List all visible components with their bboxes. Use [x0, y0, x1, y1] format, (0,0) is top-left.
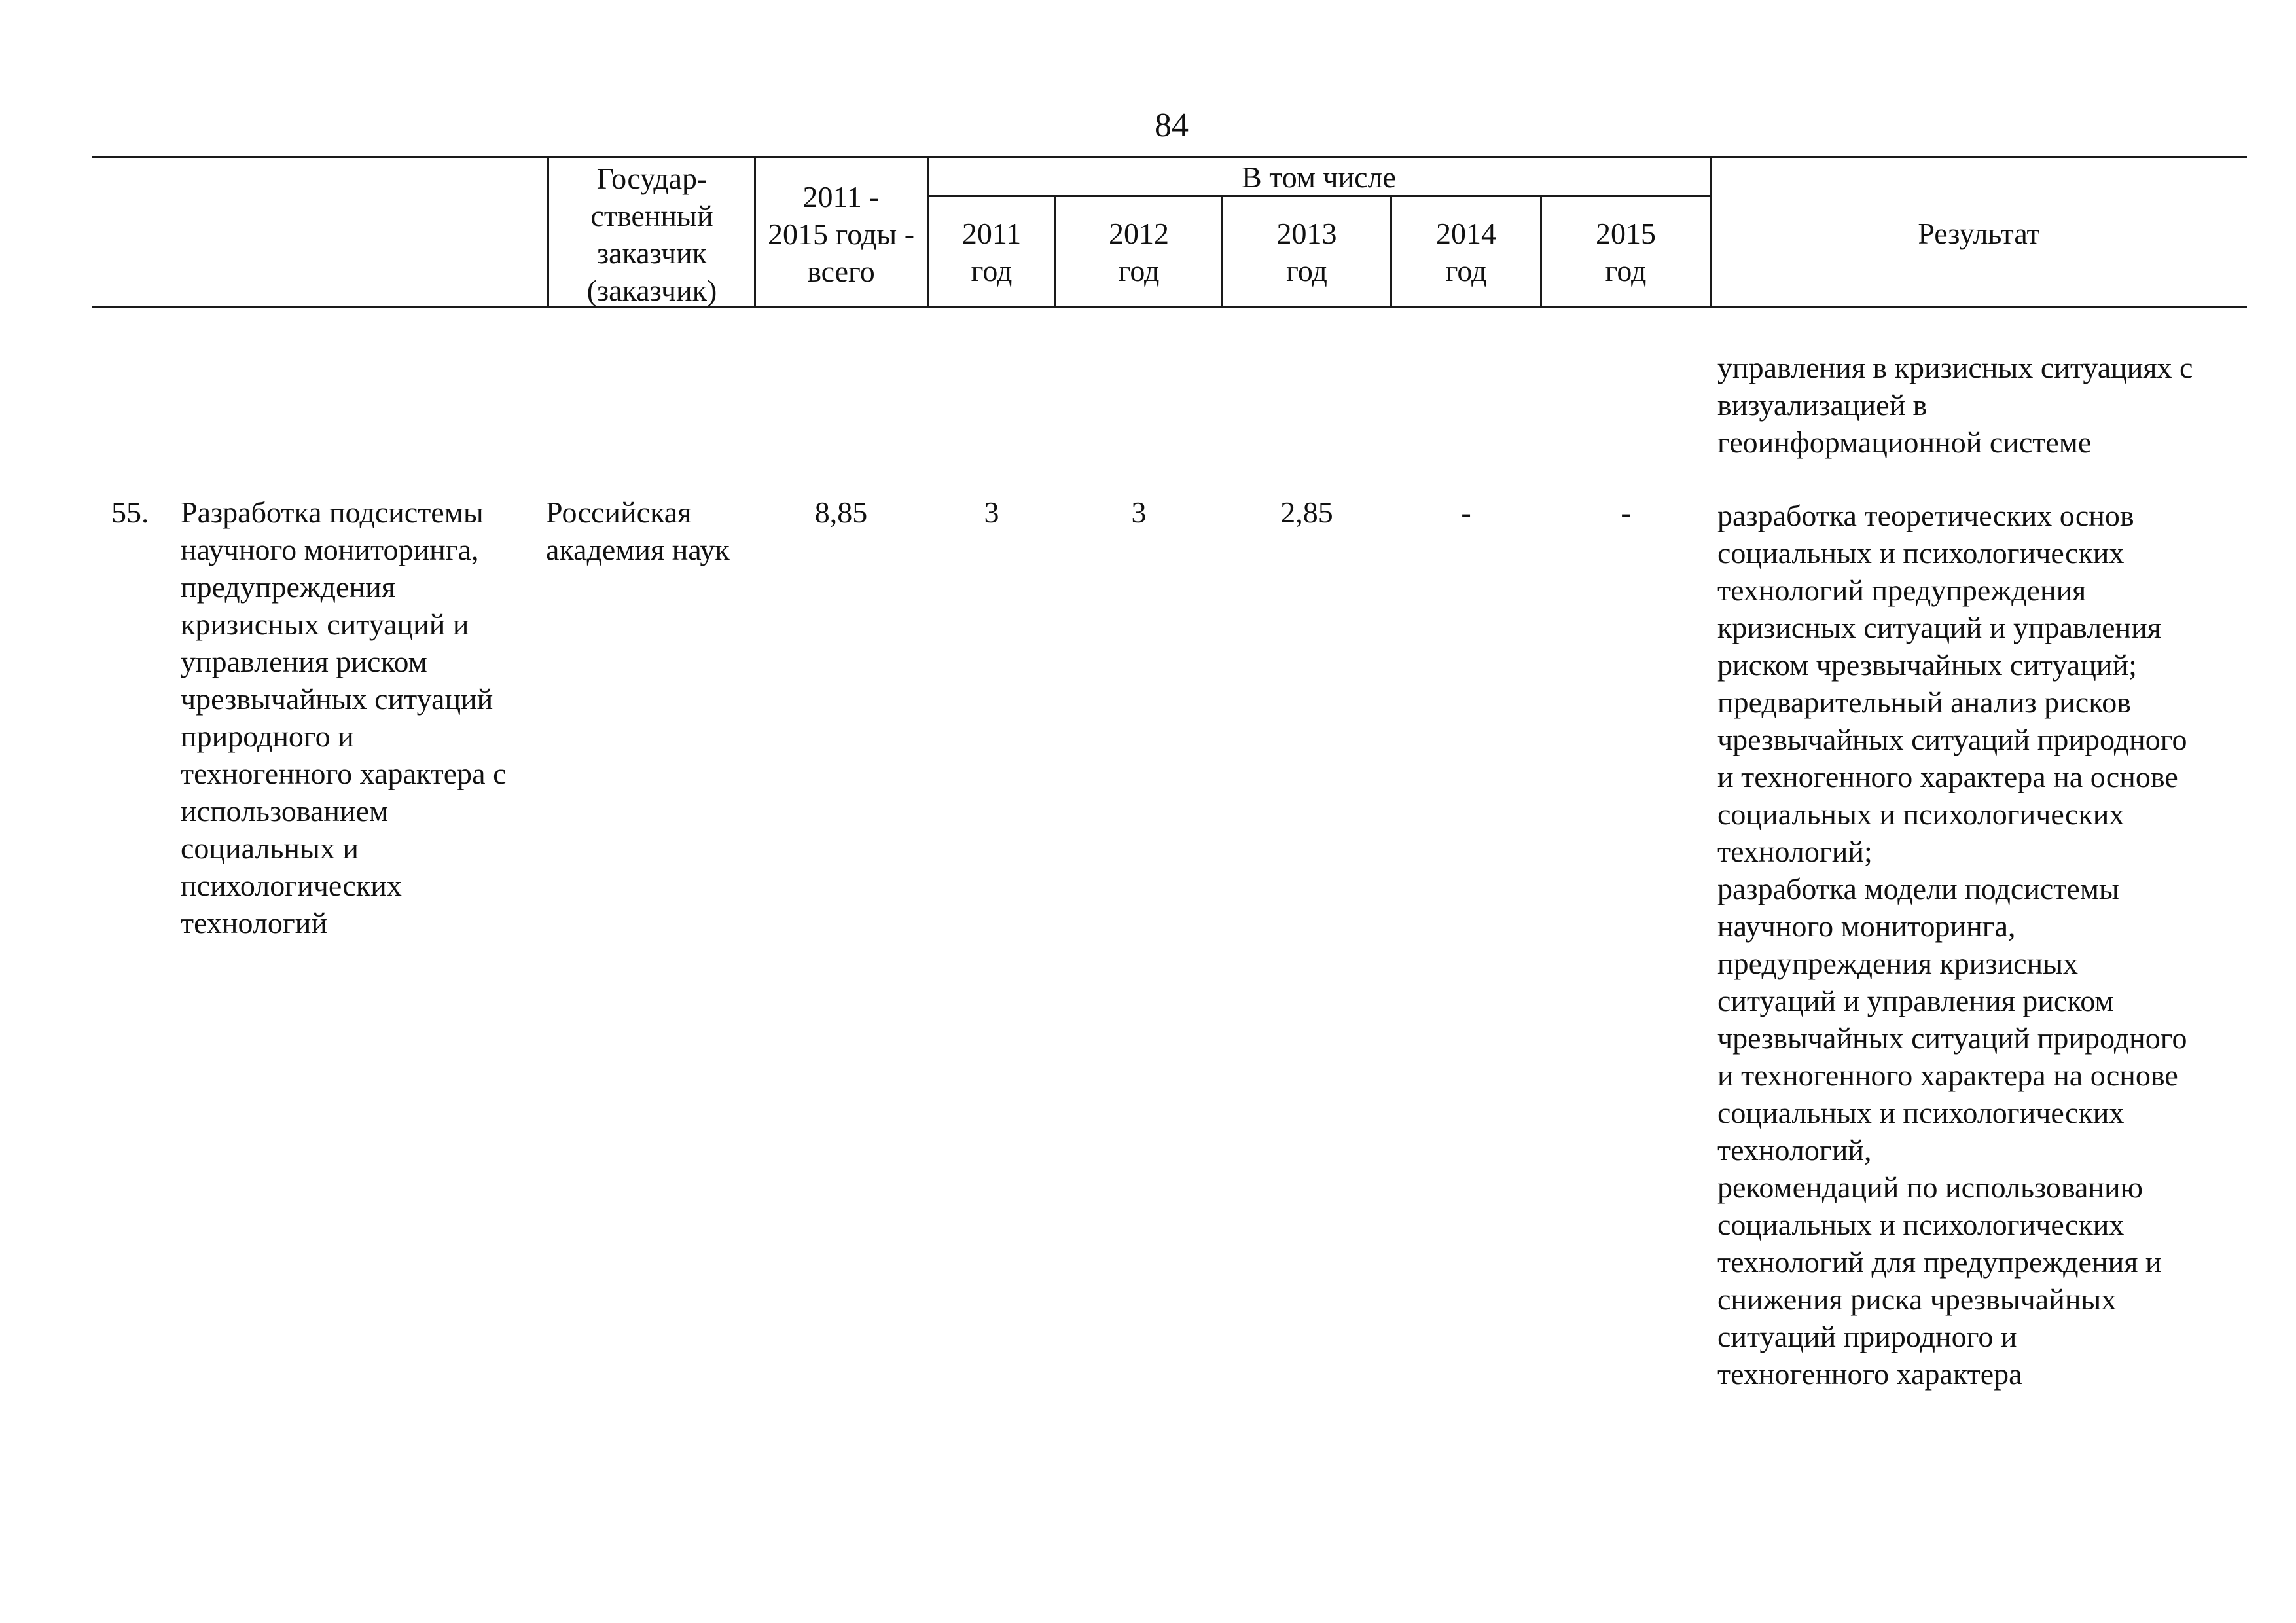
header-year-2013: 2013 год — [1276, 217, 1337, 287]
row-result: разработка теоретических основ социальных и психологических технологий предупреждения кризисных ситуаций и управления риском чрезвычайных ситуаций; предварительный анализ рисков чрезвычайных ситуаций природного и техногенного характера на основе социальных и психологических технологий; разработка модели подсистемы научного мониторинга, предупреждения кризисных ситуаций и управления риском чрезвычайных ситуаций природного и техногенного характера на основе социальных и психологических технологий, рекомендаций по использованию социальных и психологических технологий для предупреждения и снижения риска чрезвычайных ситуаций природного и техногенного характера — [1717, 499, 2187, 1391]
row-2015: - — [1621, 496, 1631, 529]
row-2012: 3 — [1131, 496, 1147, 529]
header-column-divider — [754, 156, 756, 308]
header-column-divider — [1540, 195, 1542, 308]
row-2014: - — [1461, 496, 1471, 529]
header-column-divider — [547, 156, 549, 308]
row-total: 8,85 — [814, 496, 868, 529]
header-total: 2011 - 2015 годы - всего — [767, 180, 915, 288]
row-number: 55. — [111, 496, 149, 529]
header-year-2014: 2014 год — [1436, 217, 1496, 287]
header-customer: Государ- ственный заказчик (заказчик) — [586, 162, 717, 307]
row-name: Разработка подсистемы научного мониторинга, предупреждения кризисных ситуаций и управления риском чрезвычайных ситуаций природного и техногенного характера с использованием социальных и психологических технологий — [181, 496, 507, 939]
header-year-2012: 2012 год — [1109, 217, 1169, 287]
page-number: 84 — [1155, 107, 1189, 144]
header-bottom-rule — [92, 306, 2247, 308]
header-including: В том числе — [1242, 160, 1396, 194]
header-column-divider — [1390, 195, 1392, 308]
header-column-divider — [927, 156, 929, 308]
header-column-divider — [1221, 195, 1223, 308]
continued-result-text: управления в кризисных ситуациях с визуализацией в геоинформационной системе — [1717, 351, 2193, 459]
header-column-divider — [1710, 156, 1712, 308]
row-2013: 2,85 — [1280, 496, 1333, 529]
header-result: Результат — [1918, 217, 2040, 250]
row-2011: 3 — [984, 496, 999, 529]
row-customer: Российская академия наук — [546, 496, 730, 566]
header-column-divider — [1054, 195, 1056, 308]
header-year-2015: 2015 год — [1596, 217, 1656, 287]
header-year-2011: 2011 год — [961, 217, 1022, 287]
